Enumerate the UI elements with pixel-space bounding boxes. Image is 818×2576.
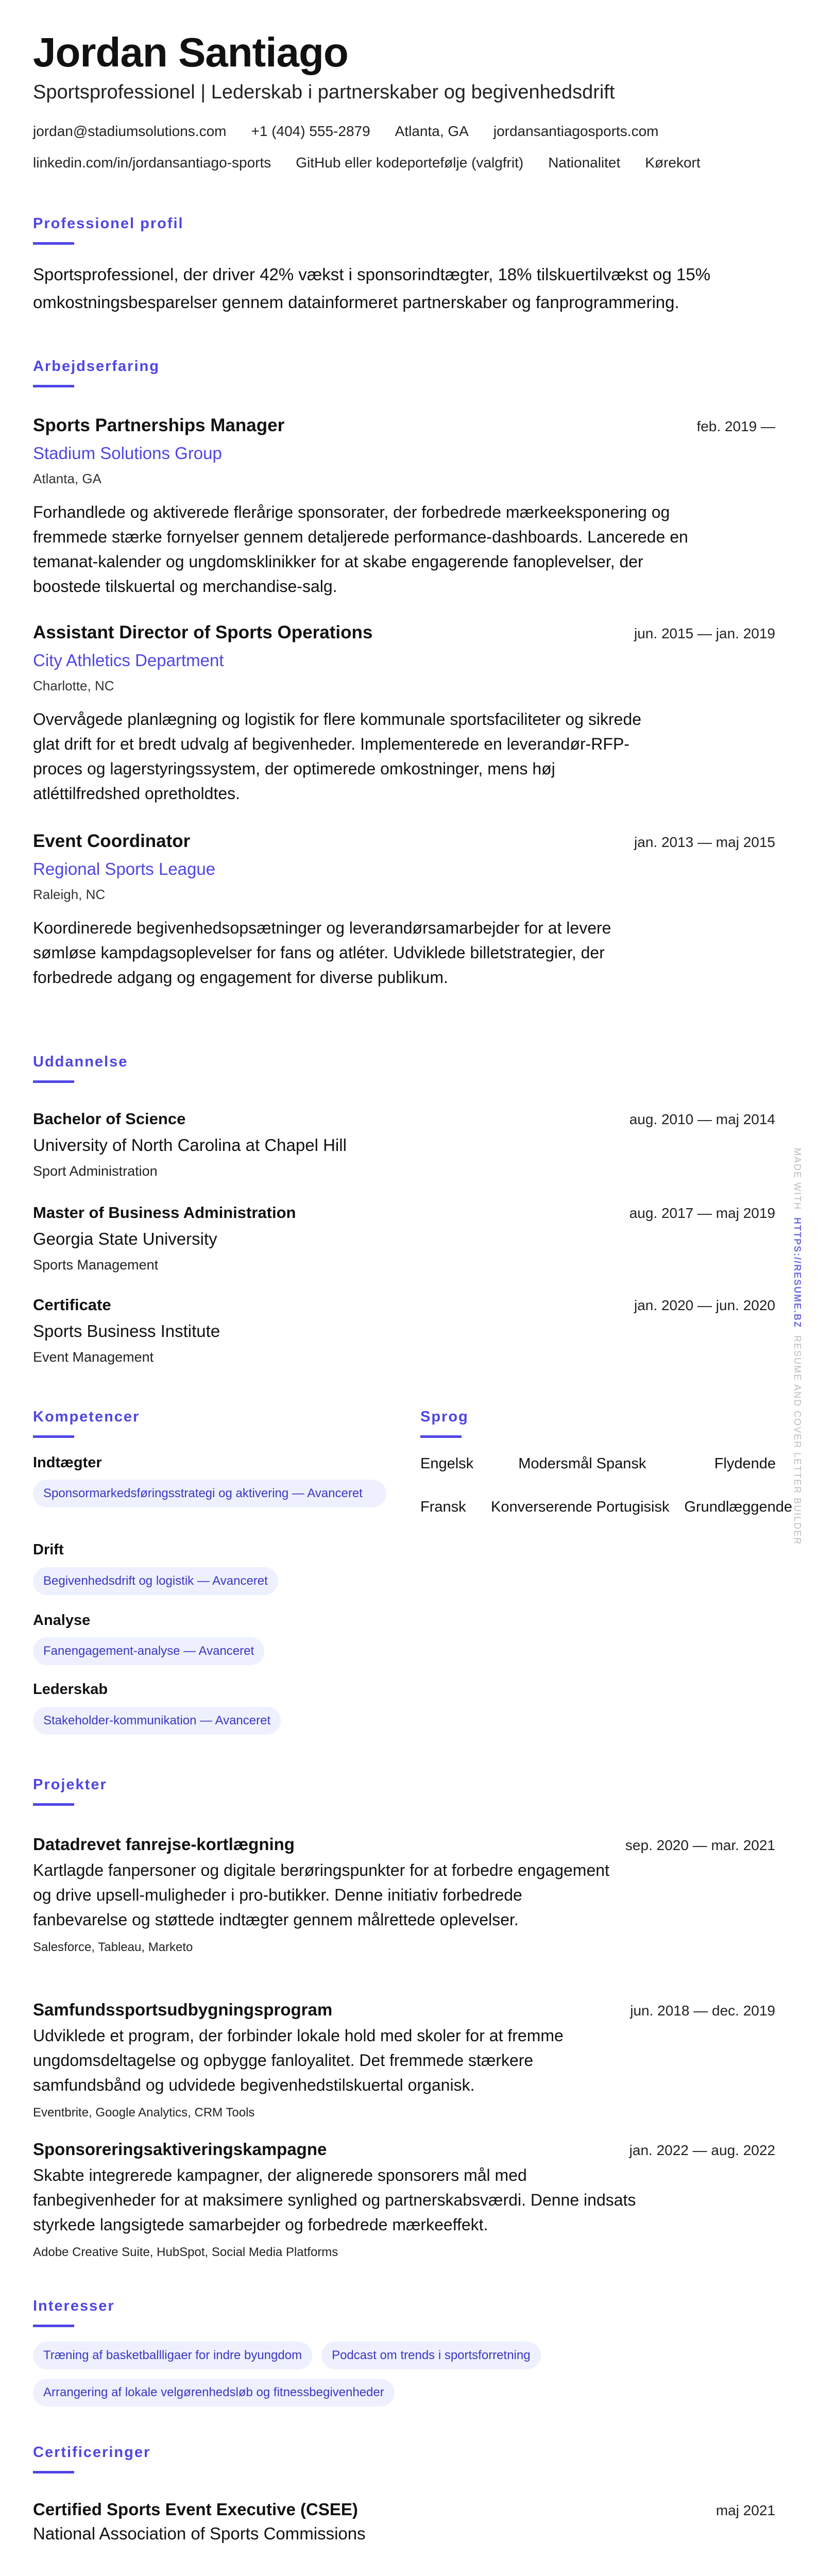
- section-divider: [33, 2325, 74, 2327]
- project-description: Udviklede et program, der forbinder lokale hold med skoler for at fremme ungdomsdeltagelse og opbygge fanloyalitet. Det fremmede stærkere samfundsbånd og udvidede begivenhedstilskuertal organisk.: [33, 2026, 564, 2094]
- education-section: [33, 1053, 775, 1083]
- section-divider: [33, 385, 74, 387]
- edu-date: jan. 2020 — jun. 2020: [634, 1297, 775, 1313]
- language-level: Konverserende: [490, 1499, 592, 1515]
- job-location: Raleigh, NC: [33, 887, 106, 902]
- project-date: jan. 2022 — aug. 2022: [629, 2142, 775, 2158]
- contact-row-1: [33, 122, 775, 141]
- job-date: jun. 2015 — jan. 2019: [634, 625, 775, 641]
- job-description: Koordinerede begivenhedsopsætninger og leverandørsamarbejder for at levere sømløse kampdagsoplevelser for fans og atléter. Udviklede billetstrategier, der forbedrede adgang og engagement for diverse publikum.: [33, 919, 611, 987]
- skill-chip: Begivenhedsdrift og logistik — Avanceret: [33, 1567, 278, 1595]
- degree: Bachelor of Science: [33, 1110, 186, 1128]
- interest-chip: Podcast om trends i sportsforretning: [321, 2342, 541, 2369]
- interests-list: [33, 2342, 576, 2406]
- experience-section: [33, 357, 775, 387]
- section-heading: Interesser: [33, 2298, 115, 2314]
- field: Sports Management: [33, 1257, 159, 1273]
- language-level: Flydende: [714, 1455, 776, 1472]
- skills-section: [33, 1408, 388, 1438]
- languages-grid: [420, 1454, 792, 1516]
- projects-section: [33, 1775, 775, 1806]
- contact-location: Atlanta, GA: [395, 123, 469, 139]
- skill-category: Lederskab: [33, 1681, 108, 1698]
- language-level: Grundlæggende: [684, 1499, 792, 1515]
- job-title: Sports Partnerships Manager: [33, 415, 285, 435]
- project-tech: Salesforce, Tableau, Marketo: [33, 1940, 193, 1954]
- skill-chip: Fanengagement-analyse — Avanceret: [33, 1637, 264, 1665]
- certification-item: [33, 2499, 775, 2545]
- profile-text: Sportsprofessionel, der driver 42% vækst i sponsorindtægter, 18% tilskuertilvækst og 15% omkostningsbesparelser gennem datainformeret partnerskaber og fanprogrammering.: [33, 265, 711, 312]
- job-company: Stadium Solutions Group: [33, 444, 222, 463]
- language-name: Fransk: [420, 1499, 466, 1515]
- section-divider: [33, 2471, 74, 2473]
- contact-linkedin[interactable]: linkedin.com/in/jordansantiago-sports: [33, 155, 271, 171]
- project-date: sep. 2020 — mar. 2021: [625, 1837, 775, 1853]
- contact-website[interactable]: jordansantiagosports.com: [493, 123, 659, 139]
- project-tech: Eventbrite, Google Analytics, CRM Tools: [33, 2106, 255, 2120]
- job-title: Event Coordinator: [33, 831, 191, 851]
- field: Sport Administration: [33, 1163, 158, 1179]
- contact-email[interactable]: jordan@stadiumsolutions.com: [33, 123, 227, 139]
- certification-date: maj 2021: [715, 2502, 775, 2518]
- education-item: [33, 1109, 775, 1180]
- job-title: Assistant Director of Sports Operations: [33, 622, 373, 642]
- school: University of North Carolina at Chapel Hill: [33, 1136, 347, 1155]
- field: Event Management: [33, 1349, 154, 1365]
- section-divider: [33, 242, 74, 245]
- certification-issuer: National Association of Sports Commissions: [33, 2524, 366, 2543]
- school: Georgia State University: [33, 1229, 217, 1248]
- project-title: Datadrevet fanrejse-kortlægning: [33, 1835, 295, 1854]
- profile-section: [33, 214, 775, 245]
- school: Sports Business Institute: [33, 1321, 220, 1341]
- language-name: Spansk: [596, 1455, 646, 1472]
- interest-chip: Træning af basketballligaer for indre byungdom: [33, 2342, 312, 2369]
- education-item: [33, 1202, 775, 1274]
- section-heading: Projekter: [33, 1776, 107, 1793]
- project-item: [33, 1833, 775, 1956]
- contact-github[interactable]: GitHub eller kodeportefølje (valgfrit): [296, 155, 524, 171]
- language-name: Portugisisk: [596, 1499, 670, 1515]
- project-date: jun. 2018 — dec. 2019: [630, 2003, 775, 2019]
- section-heading: Professionel profil: [33, 215, 184, 232]
- job-location: Charlotte, NC: [33, 678, 114, 693]
- skill-category: Indtægter: [33, 1454, 102, 1471]
- section-divider: [420, 1435, 462, 1438]
- interests-section: [33, 2297, 775, 2327]
- candidate-name: Jordan Santiago: [33, 29, 348, 75]
- education-item: [33, 1295, 775, 1366]
- degree: Master of Business Administration: [33, 1204, 296, 1222]
- job-location: Atlanta, GA: [33, 471, 101, 486]
- section-heading: Kompetencer: [33, 1409, 140, 1425]
- edu-date: aug. 2010 — maj 2014: [629, 1111, 775, 1127]
- project-tech: Adobe Creative Suite, HubSpot, Social Media Platforms: [33, 2245, 338, 2259]
- job-date: feb. 2019 —: [696, 418, 775, 434]
- banner-suffix: RESUME AND COVER LETTER BUILDER: [792, 1335, 803, 1546]
- banner-link[interactable]: HTTPS://RESUME.BZ: [792, 1217, 803, 1329]
- experience-item: [33, 414, 775, 599]
- project-item: [33, 2138, 775, 2261]
- project-description: Skabte integrerede kampagner, der alignerede sponsorers mål med fanbegivenheder for at maksimere synlighed og partnerskabsværdi. Denne indsats styrkede langsigtede samarbejder og forbedrede mærkeeffekt.: [33, 2166, 636, 2234]
- contact-row-2: [33, 154, 775, 172]
- job-company: Regional Sports League: [33, 859, 216, 878]
- headline: Sportsprofessionel | Lederskab i partnerskaber og begivenhedsdrift: [33, 81, 615, 103]
- experience-item: [33, 621, 775, 806]
- edu-date: aug. 2017 — maj 2019: [629, 1205, 775, 1221]
- contact-phone[interactable]: +1 (404) 555-2879: [251, 123, 370, 139]
- language-level: Modersmål: [518, 1455, 592, 1472]
- project-item: [33, 1998, 775, 2121]
- section-divider: [33, 1080, 74, 1083]
- job-date: jan. 2013 — maj 2015: [634, 834, 775, 850]
- certification-title: Certified Sports Event Executive (CSEE): [33, 2500, 358, 2519]
- experience-item: [33, 830, 775, 990]
- job-description: Forhandlede og aktiverede flerårige sponsorater, der forbedrede mærkeeksponering og fremmede stærke fornyelser gennem detaljerede performance-dashboards. Lancerede en temanat-kalender og ungdomsklinikker for at skabe engagerende fanoplevelser, der boostede tilskuertal og merchandise-salg.: [33, 503, 688, 596]
- banner-prefix: MADE WITH: [792, 1148, 803, 1210]
- project-title: Sponsoreringsaktiveringskampagne: [33, 2140, 327, 2159]
- section-heading: Arbejdserfaring: [33, 358, 160, 375]
- section-divider: [33, 1803, 74, 1806]
- interest-chip: Arrangering af lokale velgørenhedsløb og fitnessbegivenheder: [33, 2379, 395, 2406]
- certifications-section: [33, 2443, 775, 2473]
- skill-chip: Stakeholder-kommunikation — Avanceret: [33, 1707, 281, 1735]
- job-description: Overvågede planlægning og logistik for flere kommunale sportsfaciliteter og sikrede glat drift for et bredt udvalg af begivenheder. Implementerede en leverandør-RFP-proces og lagerstyringssystem, der optimerede omkostninger, mens høj atléttilfredshed opretholdtes.: [33, 710, 642, 803]
- section-heading: Uddannelse: [33, 1054, 128, 1070]
- section-heading: Sprog: [420, 1409, 469, 1425]
- skill-category: Analyse: [33, 1612, 91, 1629]
- contact-nationality: Nationalitet: [548, 155, 621, 171]
- job-company: City Athletics Department: [33, 651, 224, 670]
- project-title: Samfundssportsudbygningsprogram: [33, 2000, 333, 2019]
- section-heading: Certificeringer: [33, 2444, 151, 2461]
- contact-license: Kørekort: [645, 155, 701, 171]
- project-description: Kartlagde fanpersoner og digitale berøringspunkter for at forbedre engagement og drive upsell-muligheder i pro-butikker. Denne initiativ forbedrede fanbevarelse og støttede indtægter gennem målrettede oplevelser.: [33, 1861, 609, 1929]
- languages-section: [420, 1408, 776, 1438]
- made-with-banner: [792, 1148, 803, 1545]
- section-divider: [33, 1435, 74, 1438]
- degree: Certificate: [33, 1296, 111, 1314]
- skill-chip: Sponsormarkedsføringsstrategi og aktivering — Avanceret: [33, 1480, 386, 1507]
- skill-category: Drift: [33, 1541, 64, 1558]
- language-name: Engelsk: [420, 1455, 474, 1472]
